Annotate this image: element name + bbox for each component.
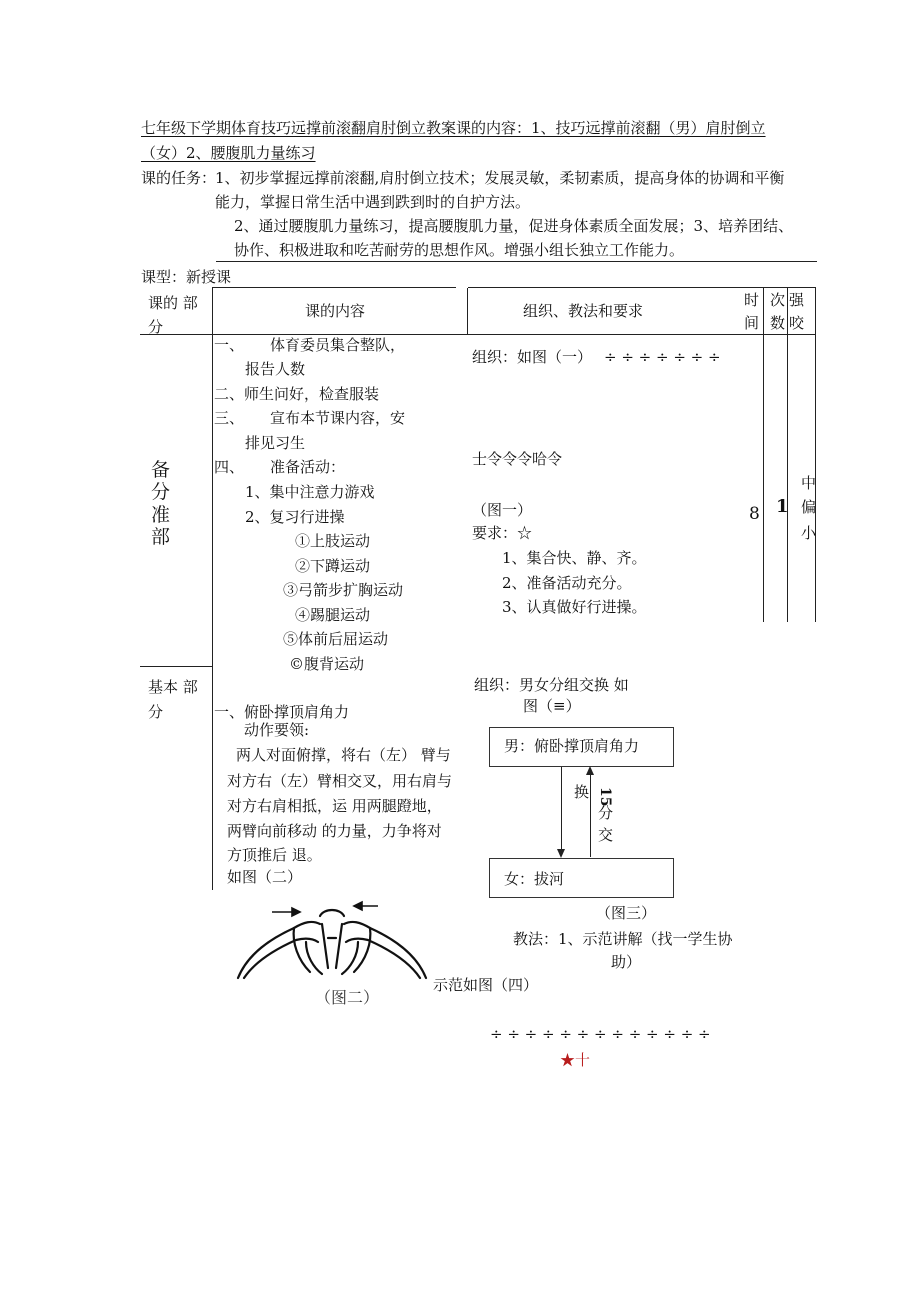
basic-content-4: 对方右（左）臂相交叉，用右肩与 [227, 772, 453, 790]
prep-exercise-4: ④踢腿运动 [295, 606, 371, 624]
header-section-2: 分 [148, 318, 164, 336]
header-count-2: 数 [770, 314, 786, 332]
prep-item-3: 宣布本节课内容，安 [270, 409, 406, 427]
prep-count: 1 [776, 496, 789, 517]
header-intensity: 强 [789, 291, 805, 309]
task-line-4: 协作、积极进取和吃苦耐劳的思想作风。增强小组长独立工作能力。 [234, 241, 685, 259]
prep-item-1b: 报告人数 [245, 360, 306, 378]
basic-label-2: 分 [148, 703, 164, 721]
basic-content-8: 如图（二） [227, 868, 303, 886]
header-intensity-2: 咬 [789, 314, 805, 332]
prep-item-3b: 排见习生 [245, 434, 306, 452]
men-activity-label: 男：俯卧撑顶肩角力 [504, 737, 640, 755]
prep-fig1: （图一） [472, 501, 533, 519]
prep-label-1: 备 [151, 459, 171, 481]
prep-org: 组织：如图（一） [472, 348, 593, 366]
swap-label: 换 [574, 783, 590, 801]
prep-label-3: 准 [151, 504, 171, 526]
minutes-number: 15 [597, 787, 613, 807]
prep-intensity-1: 中 [801, 474, 817, 492]
prep-req: 要求：☆ [472, 524, 533, 542]
title-line-1: 七年级下学期体育技巧远撑前滚翻肩肘倒立教案课的内容：1、技巧远撑前滚翻（男）肩肘倒立 [141, 119, 766, 137]
swap-arrow-up [590, 775, 591, 857]
header-time: 时 [744, 291, 760, 309]
basic-content-2: 动作要领: [244, 721, 310, 739]
header-content: 课的内容 [305, 302, 366, 320]
prep-intensity-3: 小 [801, 524, 817, 542]
push-figure-illustration [232, 898, 432, 988]
prep-dots: ÷ ÷ ÷ ÷ ÷ ÷ ÷ [604, 348, 721, 366]
header-count: 次 [770, 291, 786, 309]
prep-sub-2: 2、复习行进操 [245, 508, 345, 526]
fig2-caption: （图二） [315, 988, 380, 1007]
basic-content-5: 对方右肩相抵，运 用两腿蹬地， [227, 797, 442, 815]
teach-1: 教法：1、示范讲解（找一学生协 [513, 930, 733, 948]
prep-label-2: 分 [151, 481, 171, 503]
basic-content-6: 两臂向前移动 的力量，力争将对 [227, 822, 442, 840]
minutes-swap: 交 [598, 826, 614, 844]
prep-exercise-3: ③弓箭步扩胸运动 [283, 581, 404, 599]
header-time-2: 间 [744, 314, 760, 332]
task-line-1: 1、初步掌握远撑前滚翻,肩肘倒立技术；发展灵敏，柔韧素质，提高身体的协调和平衡 [215, 169, 785, 187]
task-line-2: 能力，掌握日常生活中遇到跌到时的自护方法。 [215, 193, 531, 211]
basic-content-1: 一、俯卧撑顶肩角力 [214, 703, 350, 721]
header-method: 组织、教法和要求 [523, 302, 644, 320]
basic-content-3: 两人对面俯撑，将右（左） 臂与 [236, 746, 451, 764]
basic-org-1: 组织：男女分组交换 如 [474, 676, 629, 694]
prep-intensity-2: 偏 [801, 498, 817, 516]
title-line-2: （女）2、腰腹肌力量练习 [141, 144, 316, 162]
prep-label-4: 部 [151, 526, 171, 548]
basic-content-7: 方顶推后 退。 [227, 846, 322, 864]
task-label: 课的任务： [141, 169, 217, 187]
swap-arrow-down-head [557, 849, 565, 858]
prep-item-1: 体育委员集合整队， [270, 336, 406, 354]
prep-sub-1: 1、集中注意力游戏 [245, 483, 375, 501]
prep-item-2: 二、师生问好，检查服装 [214, 385, 380, 403]
teach-2: 助） [611, 953, 642, 971]
prep-formation: 士令令令哈令 [472, 450, 563, 468]
women-activity-label: 女：拔河 [504, 870, 565, 888]
prep-time: 8 [749, 504, 760, 524]
women-activity-box [489, 858, 674, 898]
swap-arrow-down [561, 767, 562, 849]
prep-exercise-2: ②下蹲运动 [295, 557, 371, 575]
task-line-3: 2、通过腰腹肌力量练习，提高腰腹肌力量，促进身体素质全面发展；3、培养团结、 [234, 217, 794, 235]
teacher-star-marker: ★十 [560, 1051, 591, 1069]
prep-req-2: 2、准备活动充分。 [502, 574, 632, 592]
minutes-unit: 分 [598, 804, 614, 822]
formation-dots: ÷ ÷ ÷ ÷ ÷ ÷ ÷ ÷ ÷ ÷ ÷ ÷ ÷ [490, 1025, 711, 1043]
task-underline [216, 261, 817, 262]
swap-arrow-up-head [586, 766, 594, 775]
basic-label-1: 基本 部 [148, 678, 198, 696]
header-section: 课的 部 [148, 294, 198, 312]
prep-req-3: 3、认真做好行进操。 [502, 598, 647, 616]
fig3-caption: （图三） [596, 904, 657, 922]
prep-item-4-num: 四、 [214, 458, 245, 476]
lesson-type: 课型：新授课 [141, 268, 232, 286]
demo-text: 示范如图（四） [433, 976, 539, 994]
prep-exercise-6: ©腹背运动 [289, 655, 365, 673]
prep-exercise-5: ⑤体前后屈运动 [283, 630, 389, 648]
basic-org-2: 图（≡） [523, 697, 581, 715]
men-activity-box [489, 727, 674, 767]
prep-item-3-num: 三、 [214, 409, 245, 427]
prep-req-1: 1、集合快、静、齐。 [502, 549, 647, 567]
prep-item-4: 准备活动： [270, 458, 346, 476]
prep-item-1-num: 一、 [214, 336, 245, 354]
prep-exercise-1: ①上肢运动 [295, 532, 371, 550]
